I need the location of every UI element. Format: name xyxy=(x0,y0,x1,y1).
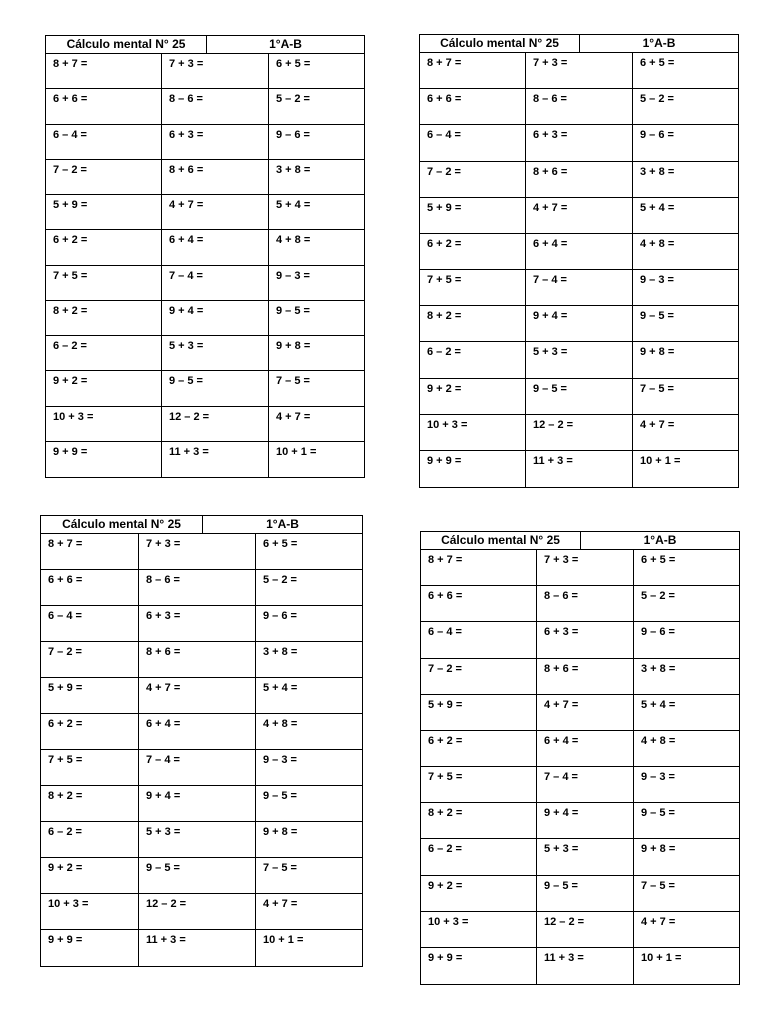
exercise-cell: 9 – 3 = xyxy=(633,270,738,306)
exercise-cell: 6 + 4 = xyxy=(526,234,633,270)
exercise-cell: 6 + 2 = xyxy=(41,714,139,750)
exercise-cell: 6 + 3 = xyxy=(526,125,633,161)
exercise-cell: 6 + 4 = xyxy=(139,714,256,750)
exercise-cell: 6 – 4 = xyxy=(41,606,139,642)
exercise-cell: 8 + 7 = xyxy=(421,550,537,586)
exercise-cell: 9 – 6 = xyxy=(256,606,362,642)
exercise-cell: 7 – 4 = xyxy=(537,767,634,803)
exercise-cell: 5 + 4 = xyxy=(633,198,738,234)
exercise-cell: 7 + 3 = xyxy=(526,53,633,89)
exercise-cell: 9 – 3 = xyxy=(256,750,362,786)
exercise-cell: 10 + 1 = xyxy=(276,445,317,458)
exercise-cell: 6 + 5 = xyxy=(256,534,362,570)
class-label: 1°A-B xyxy=(642,36,676,50)
exercise-cell: 8 + 2 = xyxy=(420,306,526,342)
exercise-grid xyxy=(421,550,739,984)
exercise-cell: 9 – 6 = xyxy=(634,622,739,658)
exercise-cell: 6 – 2 = xyxy=(420,342,526,378)
exercise-cell: 8 + 7 = xyxy=(420,53,526,89)
exercise-cell: 9 + 9 = xyxy=(41,930,139,966)
exercise-cell: 4 + 7 = xyxy=(256,894,362,930)
exercise-cell: 8 + 6 = xyxy=(526,162,633,198)
exercise-cell: 9 – 5 = xyxy=(162,371,269,406)
exercise-cell: 6 + 6 = xyxy=(41,570,139,606)
exercise-cell: 5 + 4 = xyxy=(256,678,362,714)
exercise-cell: 4 + 7 = xyxy=(526,198,633,234)
exercise-cell: 6 – 2 = xyxy=(421,839,537,875)
exercise-cell: 9 + 2 = xyxy=(420,379,526,415)
exercise-cell: 11 + 3 = xyxy=(162,442,269,477)
worksheet-title: Cálculo mental N° 25 xyxy=(41,516,203,533)
worksheet-1 xyxy=(45,35,365,478)
exercise-cell: 9 + 8 = xyxy=(633,342,738,378)
exercise-cell: 6 + 2 = xyxy=(421,731,537,767)
worksheet-4 xyxy=(420,531,740,985)
exercise-cell: 6 + 6 = xyxy=(420,89,526,125)
exercise-cell: 8 – 6 = xyxy=(526,89,633,125)
exercise-cell: 9 – 3 = xyxy=(634,767,739,803)
exercise-cell: 5 + 3 = xyxy=(526,342,633,378)
exercise-cell: 5 + 9 = xyxy=(46,195,162,230)
exercise-cell: 12 – 2 = xyxy=(526,415,633,451)
exercise-cell: 6 + 2 = xyxy=(420,234,526,270)
exercise-cell: 9 + 2 = xyxy=(421,876,537,912)
exercise-cell: 10 + 1 = xyxy=(640,454,681,467)
exercise-cell: 7 + 5 = xyxy=(420,270,526,306)
exercise-cell: 10 + 3 = xyxy=(46,407,162,442)
exercise-cell: 5 + 4 = xyxy=(269,195,364,230)
exercise-cell: 4 + 8 = xyxy=(256,714,362,750)
exercise-cell: 8 – 6 = xyxy=(537,586,634,622)
exercise-cell: 6 – 2 = xyxy=(41,822,139,858)
exercise-cell: 5 – 2 = xyxy=(633,89,738,125)
exercise-cell: 6 + 6 = xyxy=(421,586,537,622)
exercise-cell: 7 + 5 = xyxy=(421,767,537,803)
worksheet-title: Cálculo mental N° 25 xyxy=(421,532,581,549)
exercise-cell: 9 + 4 = xyxy=(139,786,256,822)
exercise-cell: 5 + 3 = xyxy=(537,839,634,875)
exercise-cell: 10 + 3 = xyxy=(41,894,139,930)
exercise-cell: 8 + 6 = xyxy=(537,659,634,695)
exercise-cell: 6 – 4 = xyxy=(421,622,537,658)
exercise-cell: 10 + 3 = xyxy=(421,912,537,948)
exercise-cell: 3 + 8 = xyxy=(634,659,739,695)
exercise-cell: 7 – 2 = xyxy=(421,659,537,695)
exercise-cell: 4 + 7 = xyxy=(139,678,256,714)
exercise-cell: 9 – 5 = xyxy=(139,858,256,894)
exercise-cell: 5 + 4 = xyxy=(634,695,739,731)
exercise-cell: 7 – 5 = xyxy=(256,858,362,894)
exercise-cell: 9 – 6 = xyxy=(269,125,364,160)
exercise-cell: 8 + 2 = xyxy=(46,301,162,336)
class-label: 1°A-B xyxy=(266,517,299,531)
exercise-cell: 5 + 3 = xyxy=(162,336,269,371)
exercise-cell: 9 – 5 = xyxy=(269,301,364,336)
exercise-cell: 11 + 3 = xyxy=(139,930,256,966)
exercise-cell: 7 + 3 = xyxy=(139,534,256,570)
exercise-cell: 9 + 8 = xyxy=(256,822,362,858)
exercise-cell: 9 + 2 = xyxy=(46,371,162,406)
exercise-cell: 6 + 5 = xyxy=(269,54,364,89)
exercise-cell: 4 + 8 = xyxy=(634,731,739,767)
exercise-cell: 9 – 5 = xyxy=(537,876,634,912)
exercise-cell: 4 + 7 = xyxy=(162,195,269,230)
exercise-cell: 5 + 3 = xyxy=(139,822,256,858)
exercise-cell: 9 – 3 = xyxy=(269,266,364,301)
exercise-cell: 4 + 7 = xyxy=(269,407,364,442)
exercise-cell: 5 – 2 = xyxy=(256,570,362,606)
exercise-cell: 6 – 2 = xyxy=(46,336,162,371)
exercise-cell: 4 + 8 = xyxy=(269,230,364,265)
exercise-grid xyxy=(420,53,738,487)
exercise-cell: 8 + 7 = xyxy=(41,534,139,570)
exercise-cell: 9 – 5 = xyxy=(256,786,362,822)
exercise-grid xyxy=(46,54,364,477)
exercise-cell: 8 + 7 = xyxy=(46,54,162,89)
exercise-cell: 5 – 2 = xyxy=(634,586,739,622)
exercise-cell: 5 + 9 = xyxy=(421,695,537,731)
exercise-cell: 5 + 9 = xyxy=(420,198,526,234)
exercise-cell: 8 + 2 = xyxy=(421,803,537,839)
exercise-cell: 7 + 3 = xyxy=(537,550,634,586)
exercise-cell: 9 + 4 = xyxy=(162,301,269,336)
exercise-cell: 8 – 6 = xyxy=(139,570,256,606)
exercise-cell: 8 – 6 = xyxy=(162,89,269,124)
exercise-cell: 5 + 9 = xyxy=(41,678,139,714)
exercise-cell: 9 – 5 = xyxy=(526,379,633,415)
exercise-cell: 7 + 5 = xyxy=(46,266,162,301)
exercise-cell: 10 + 3 = xyxy=(420,415,526,451)
exercise-cell: 8 + 6 = xyxy=(162,160,269,195)
exercise-cell: 7 – 5 = xyxy=(633,379,738,415)
exercise-cell: 8 + 2 = xyxy=(41,786,139,822)
exercise-cell: 7 + 3 = xyxy=(162,54,269,89)
exercise-cell: 6 + 6 = xyxy=(46,89,162,124)
worksheet-2 xyxy=(419,34,739,488)
exercise-cell: 8 + 6 = xyxy=(139,642,256,678)
worksheet-header xyxy=(46,36,364,54)
exercise-cell: 7 – 4 = xyxy=(526,270,633,306)
exercise-cell: 7 + 5 = xyxy=(41,750,139,786)
exercise-cell: 11 + 3 = xyxy=(526,451,633,487)
worksheet-3 xyxy=(40,515,363,967)
exercise-cell: 5 – 2 = xyxy=(269,89,364,124)
exercise-cell: 7 – 2 = xyxy=(41,642,139,678)
exercise-cell: 6 + 3 = xyxy=(139,606,256,642)
exercise-cell: 9 + 8 = xyxy=(269,336,364,371)
worksheet-title: Cálculo mental N° 25 xyxy=(46,36,207,53)
exercise-cell: 3 + 8 = xyxy=(256,642,362,678)
exercise-cell: 6 + 5 = xyxy=(633,53,738,89)
exercise-cell: 6 + 4 = xyxy=(162,230,269,265)
exercise-cell: 4 + 8 = xyxy=(633,234,738,270)
exercise-cell: 9 – 5 = xyxy=(633,306,738,342)
exercise-cell: 9 + 9 = xyxy=(46,442,162,477)
exercise-cell: 6 + 5 = xyxy=(634,550,739,586)
exercise-cell: 7 – 5 = xyxy=(269,371,364,406)
exercise-cell: 9 – 5 = xyxy=(634,803,739,839)
exercise-cell: 6 + 3 = xyxy=(162,125,269,160)
exercise-cell: 9 + 8 = xyxy=(634,839,739,875)
exercise-cell: 7 – 4 = xyxy=(139,750,256,786)
exercise-cell: 4 + 7 = xyxy=(634,912,739,948)
exercise-cell: 10 + 1 = xyxy=(641,951,682,964)
exercise-cell: 6 + 4 = xyxy=(537,731,634,767)
exercise-cell: 6 – 4 = xyxy=(46,125,162,160)
exercise-cell: 9 + 9 = xyxy=(420,451,526,487)
exercise-cell: 3 + 8 = xyxy=(269,160,364,195)
exercise-cell: 12 – 2 = xyxy=(537,912,634,948)
exercise-cell: 11 + 3 = xyxy=(537,948,634,984)
worksheet-header xyxy=(41,516,362,534)
exercise-cell: 6 – 4 = xyxy=(420,125,526,161)
exercise-cell: 9 + 4 = xyxy=(537,803,634,839)
worksheet-title: Cálculo mental N° 25 xyxy=(420,35,580,52)
exercise-cell: 7 – 5 = xyxy=(634,876,739,912)
exercise-cell: 7 – 4 = xyxy=(162,266,269,301)
worksheet-header xyxy=(421,532,739,550)
exercise-cell: 9 + 2 = xyxy=(41,858,139,894)
exercise-cell: 12 – 2 = xyxy=(162,407,269,442)
exercise-cell: 6 + 2 = xyxy=(46,230,162,265)
worksheet-header xyxy=(420,35,738,53)
exercise-cell: 4 + 7 = xyxy=(633,415,738,451)
class-label: 1°A-B xyxy=(643,533,677,547)
exercise-cell: 12 – 2 = xyxy=(139,894,256,930)
exercise-cell: 10 + 1 = xyxy=(263,934,304,946)
exercise-grid xyxy=(41,534,362,966)
exercise-cell: 9 + 9 = xyxy=(421,948,537,984)
exercise-cell: 4 + 7 = xyxy=(537,695,634,731)
exercise-cell: 3 + 8 = xyxy=(633,162,738,198)
exercise-cell: 9 + 4 = xyxy=(526,306,633,342)
class-label: 1°A-B xyxy=(269,37,302,51)
exercise-cell: 9 – 6 = xyxy=(633,125,738,161)
exercise-cell: 6 + 3 = xyxy=(537,622,634,658)
exercise-cell: 7 – 2 = xyxy=(420,162,526,198)
exercise-cell: 7 – 2 = xyxy=(46,160,162,195)
